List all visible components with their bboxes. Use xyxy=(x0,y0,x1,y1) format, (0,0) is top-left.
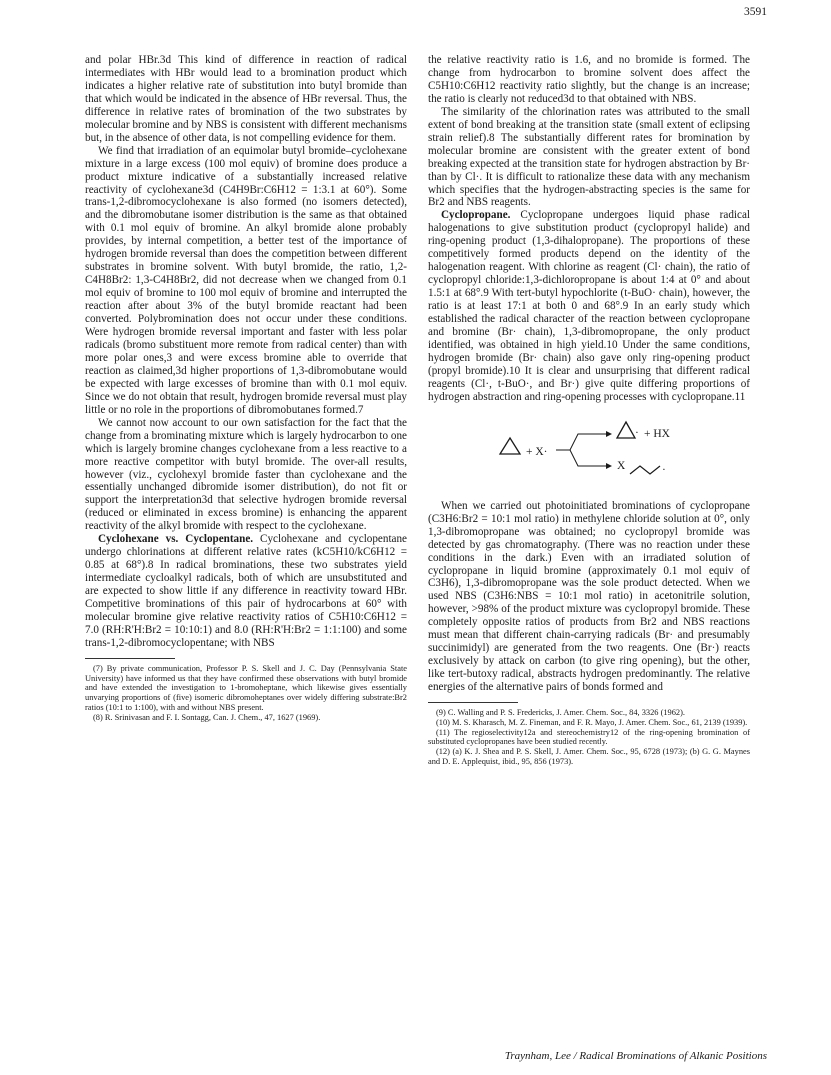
paragraph xyxy=(428,209,750,403)
reaction-arrow-upper xyxy=(556,434,606,450)
product-bottom-label: X xyxy=(617,459,626,472)
left-column xyxy=(85,54,407,723)
paragraph xyxy=(85,533,407,650)
right-column xyxy=(428,54,750,767)
arrowhead-upper xyxy=(606,431,612,437)
footnote-rule xyxy=(428,702,518,703)
paragraph: The similarity of the chlorination rates was attributed to the small extent of bond breaking at the transition state (small extent of eclipsing strain relief).8 The substantially different rates for bromination by molecular bromine are consistent with the greater extent of bond breaking expected at the transition state for hydrogen abstraction by Br· than by Cl·. It is difficult to rationalize these data with any mechanism which specifies that the hydrogen-abstracting species is the same for Br2 and NBS reagents. xyxy=(428,105,750,209)
footnote: (11) The regioselectivity12a and stereochemistry12 of the ring-opening bromination of substituted cyclopropanes have been studied recently. xyxy=(428,727,750,747)
paragraph: When we carried out photoinitiated brominations of cyclopropane (C3H6:Br2 = 10:1 mol ratio) in methylene chloride solution at 0°, only 1,3-dibromopropane was obtained; no cyclopropyl bromide was detected by gas chromatography. (There was no reaction under these conditions in the dark.) Even with an irradiated solution of cyclopropane in liquid bromine (approximately 0.1 mol equiv of C3H6), 1,3-dibromopropane was the sole product detected. When we used NBS (C3H6:NBS = 10:1 mol ratio) in acetonitrile solution, however, >98% of the product mixture was cyclopropyl bromide. These completely opposite ratios of products from Br2 and NBS reactions must mean that different chain-carrying radicals (Br· and presumably succinimidyl) are generated from the two reagents. One (Br·) reacts exclusively by attack on carbon (to give ring opening), but the other, like tert-butoxy radical, abstracts hydrogen predominantly. The relative energies of the alternative pairs of bonds formed and xyxy=(428,499,750,694)
cyclopropyl-radical-ring xyxy=(617,422,635,438)
footnote: (8) R. Srinivasan and F. I. Sontagg, Can. J. Chem., 47, 1627 (1969). xyxy=(93,712,321,722)
paragraph: We find that irradiation of an equimolar butyl bromide–cyclohexane mixture in a large excess (100 mol equiv) of bromine does produce a product mixture indicative of a substantially increased relative reactivity of cyclohexane3d (C4H9Br:C6H12 = 1:3.1 at 60°). Some trans-1,2-dibromocyclohexane is also formed (no isomers detected), and the dibromobutane isomer distribution is the same as that obtained with 0.1 mol equiv of bromine. An alkyl bromide alone probably provides, by internal competition, a better test of the importance of hydrogen bromide reversal than does the competition between different substrates in bromine solvent. With butyl bromide, the ratio, 1,2-C4H8Br2: 1,3-C4H8Br2, did not decrease when we changed from 0.1 mol equiv of bromine to 100 mol equiv of bromine and interrupted the reaction after about 3% of the butyl bromide reactant had been converted. Polybromination does not occur under these conditions. Were hydrogen bromide reversal important and faster with less polar radicals (bromo substituent more remote from radical center) than with more polar ones,3 and were excess bromine able to override that reaction as claimed,3d higher proportions of 1,3-dibromobutane would be expected with large excesses of bromine than with 0.1 mol equiv. Since we do not obtain that result, hydrogen bromide reversal must play little or no role in the proportions of dibromobutanes formed.7 xyxy=(85,144,407,416)
footnotes xyxy=(428,708,750,767)
cyclopropane-ring xyxy=(500,438,520,454)
paragraph: We cannot now account to our own satisfaction for the fact that the change from a brominating mixture which is largely hydrocarbon to one which is largely bromine changes cyclohexane from a less reactive to a more reactive competitor with butyl bromide. The over-all results, however (viz., cyclohexyl bromide faster than cyclohexane and the essentially unchanged dibromide isomer distribution), do not fit or support the interpretation3d that selective hydrogen bromide reversal (reduced or eliminated in excess bromine) is enhancing the apparent reactivity of the alkyl bromide with respect to the cyclohexane. xyxy=(85,416,407,533)
radical-dot: · xyxy=(635,426,639,439)
section-heading: Cyclopropane. xyxy=(441,209,511,222)
section-heading: Cyclohexane vs. Cyclopentane. xyxy=(98,533,254,546)
running-footer: Traynham, Lee / Radical Brominations of Alkanic Positions xyxy=(504,1050,767,1062)
product-top-label: + HX xyxy=(644,427,670,440)
arrowhead-lower xyxy=(606,463,612,469)
reaction-scheme-graphic xyxy=(428,414,750,494)
paragraph-text: Cyclopropane undergoes liquid phase radical halogenations to give substitution product (cyclopropyl halide) and ring-opening product (1,3-dihalopropane). The proportions of these competitively formed products depend on the identity of the halogenation reagent. With chlorine as reagent (Cl· chain), the ratio of cyclopropyl chloride:1,3-dichloropropane is about 1:4 at 0° and about 1.5:1 at 68°.9 With tert-butyl hypochlorite (t-BuO· chain), however, the ratio is at least 17:1 at both 0 and 68°.9 In an early study which established the radical character of the reaction between cyclopropane and bromine (Br· chain), 1,3-dibromopropane, the only product identified, was obtained in high yield.10 Under the same conditions, hydrogen bromide (Br· chain) also gave only ring-opening product (propyl bromide).10 It is clear and unsurprising that different radical reagents (Cl·, t-BuO·, and Br·) give quite differing proportions of hydrogen abstraction and ring-opening processes with cyclopropane.11 xyxy=(428,209,750,403)
reactant-label: + X· xyxy=(526,445,548,458)
page-number: 3591 xyxy=(744,6,767,18)
propyl-chain xyxy=(630,466,660,474)
footnote: (10) M. S. Kharasch, M. Z. Fineman, and F. R. Mayo, J. Amer. Chem. Soc., 61, 2139 (1939). xyxy=(436,717,748,727)
paragraph-text: Cyclohexane and cyclopentane undergo chlorinations at different relative rates (kC5H10/kC6H12 = 0.85 at 68°).8 In radical brominations, these two substrates yield intermediate cycloalkyl radicals, both of which are unsubstituted and are expected to show little if any difference in reactivity toward HBr. Competitive brominations of this pair of hydrocarbons at 60° with molecular bromine give relative reactivity ratios of C5H10:C6H12 = 7.0 (RH:R'H:Br2 = 10:10:1) and 8.0 (RH:R'H:Br2 = 1:1:100) and some trans-1,2-dibromocyclopentane; with NBS xyxy=(85,533,407,649)
reaction-arrow-lower xyxy=(570,450,606,466)
footnote: (7) By private communication, Professor P. S. Skell and J. C. Day (Pennsylvania State University) have informed us that they have confirmed these observations with butyl bromide and have extended the investigation to 1-bromoheptane, which likewise gives essentially unvarying proportions of (five) isomeric dibromoheptanes over widely differing substrate:Br2 ratios (10:1 to 1:100), with and without NBS present. xyxy=(85,663,407,713)
footnote: (12) (a) K. J. Shea and P. S. Skell, J. Amer. Chem. Soc., 95, 6728 (1973); (b) G. G. Maynes and D. E. Applequist, ibid., 95, 856 (1973). xyxy=(428,747,750,767)
footnotes xyxy=(85,664,407,723)
paragraph: and polar HBr.3d This kind of difference in reaction of radical intermediates with HBr would lead to a bromination product which indicates a higher relative rate of substitution into butyl bromide than that which would be indicated in the absence of HBr reversal. Thus, the difference in relative rates of bromination of the two substrates by molecular bromine and by NBS is consistent with different mechanisms but, in the absence of other data, is not compelling evidence for them. xyxy=(85,54,407,144)
footnote-rule xyxy=(85,658,175,659)
footnote: (9) C. Walling and P. S. Fredericks, J. Amer. Chem. Soc., 84, 3326 (1962). xyxy=(436,708,686,718)
paragraph: the relative reactivity ratio is 1.6, and no bromide is formed. The change from hydrocarbon to bromine solvent does affect the C5H10:C6H12 reactivity ratio slightly, but the change is an increase; the ratio is clearly not reduced3d to that obtained with NBS. xyxy=(428,54,750,105)
radical-dot: · xyxy=(662,463,666,476)
reaction-scheme xyxy=(428,414,750,494)
